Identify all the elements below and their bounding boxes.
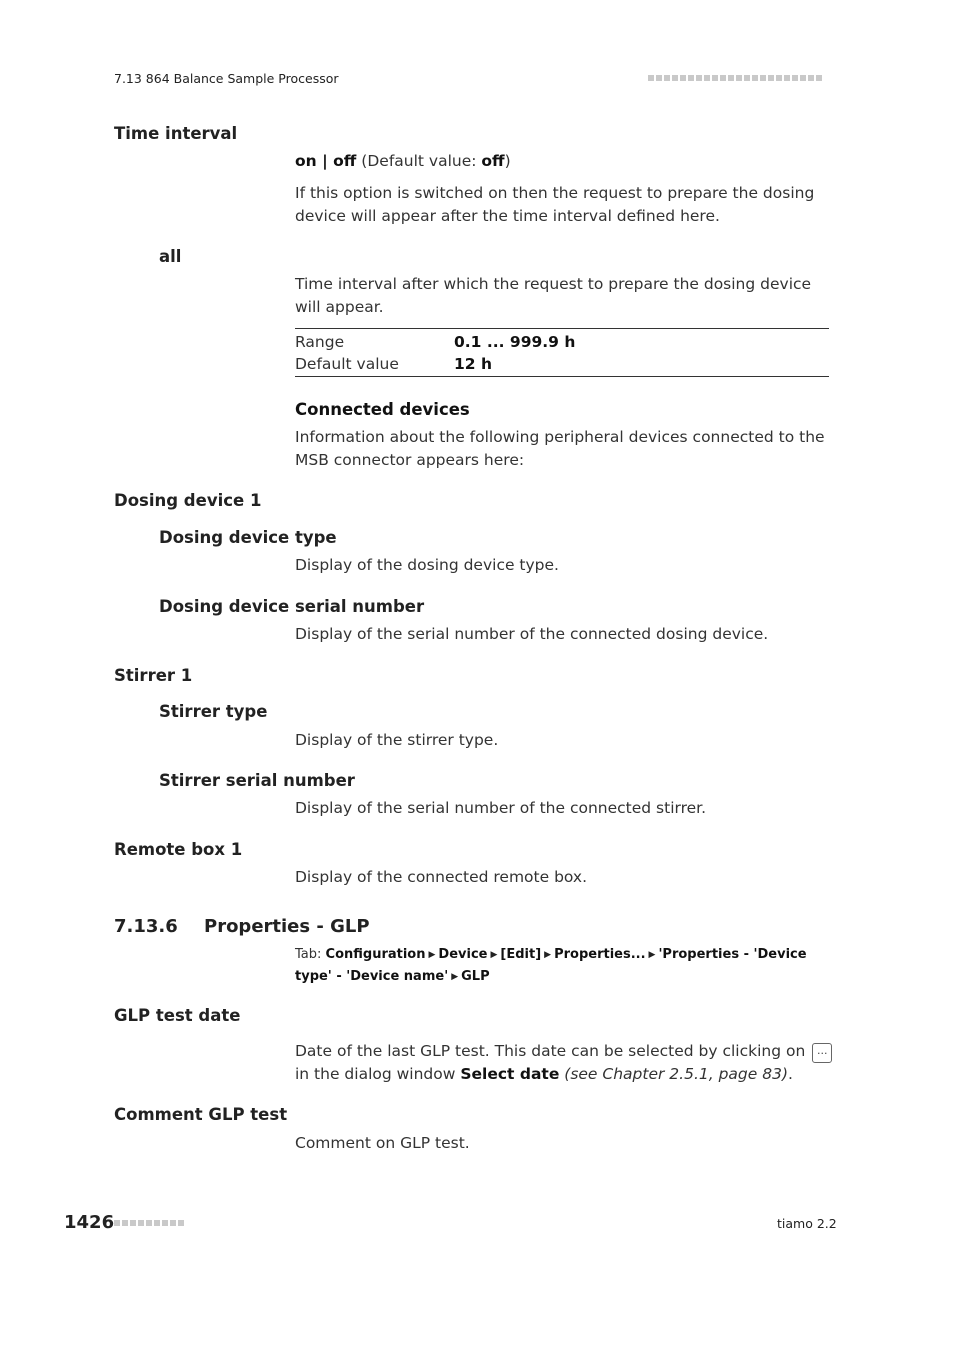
heading-stirrer: Stirrer 1	[114, 666, 193, 685]
heading-connected-devices: Connected devices	[295, 400, 470, 419]
triangle-right-icon: ▶	[544, 950, 552, 960]
heading-dosing-device-type: Dosing device type	[159, 528, 337, 547]
heading-glp-test-date: GLP test date	[114, 1006, 241, 1025]
time-interval-description: If this option is switched on then the request to prepare the dosing device will appear after the time interval defined here.	[295, 184, 815, 225]
table-row	[295, 331, 829, 353]
section-title	[114, 916, 370, 937]
time-interval-options: on | off (Default value: off)	[295, 152, 511, 170]
triangle-right-icon: ▶	[428, 950, 436, 960]
triangle-right-icon: ▶	[451, 972, 459, 982]
connected-devices-description: Information about the following peripheral devices connected to the MSB connector appears here:	[295, 428, 825, 469]
heading-time-interval: Time interval	[114, 124, 238, 143]
parameter-table	[295, 328, 829, 377]
dosing-device-serial-description: Display of the serial number of the connected dosing device.	[295, 625, 769, 643]
section-name: Properties - GLP	[204, 916, 370, 937]
all-description: Time interval after which the request to prepare the dosing device will appear.	[295, 275, 812, 316]
tab-path: Tab: Configuration ▶ Device ▶ [Edit] ▶ Properties... ▶ 'Properties - 'Device type' - 'Device name' ▶ GLP	[295, 947, 807, 984]
triangle-right-icon: ▶	[490, 950, 498, 960]
ellipsis-button-icon: ...	[812, 1043, 832, 1063]
running-header: 7.13 864 Balance Sample Processor	[114, 71, 339, 86]
stirrer-serial-description: Display of the serial number of the connected stirrer.	[295, 799, 707, 817]
stirrer-type-description: Display of the stirrer type.	[295, 731, 499, 749]
table-value: 0.1 ... 999.9 h	[454, 333, 576, 351]
table-row	[295, 353, 829, 375]
table-value: 12 h	[454, 355, 493, 373]
footer-decoration	[114, 1220, 184, 1226]
table-key: Range	[295, 333, 345, 351]
triangle-right-icon: ▶	[648, 950, 656, 960]
section-number: 7.13.6	[114, 916, 178, 937]
product-name: tiamo 2.2	[777, 1216, 837, 1231]
heading-all: all	[159, 247, 182, 266]
heading-comment-glp-test: Comment GLP test	[114, 1105, 288, 1124]
remote-box-description: Display of the connected remote box.	[295, 868, 588, 886]
dosing-device-type-description: Display of the dosing device type.	[295, 556, 559, 574]
comment-glp-description: Comment on GLP test.	[295, 1134, 470, 1152]
glp-test-date-description: Date of the last GLP test. This date can be selected by clicking on ... in the dialog window Select date (see Chapter 2.5.1, page 83).	[295, 1040, 835, 1086]
table-key: Default value	[295, 355, 399, 373]
heading-remote-box: Remote box 1	[114, 840, 243, 859]
heading-dosing-device: Dosing device 1	[114, 491, 262, 510]
page-number: 1426	[64, 1212, 115, 1233]
header-decoration	[648, 75, 822, 81]
heading-stirrer-type: Stirrer type	[159, 702, 268, 721]
heading-stirrer-serial: Stirrer serial number	[159, 771, 355, 790]
heading-dosing-device-serial: Dosing device serial number	[159, 597, 425, 616]
